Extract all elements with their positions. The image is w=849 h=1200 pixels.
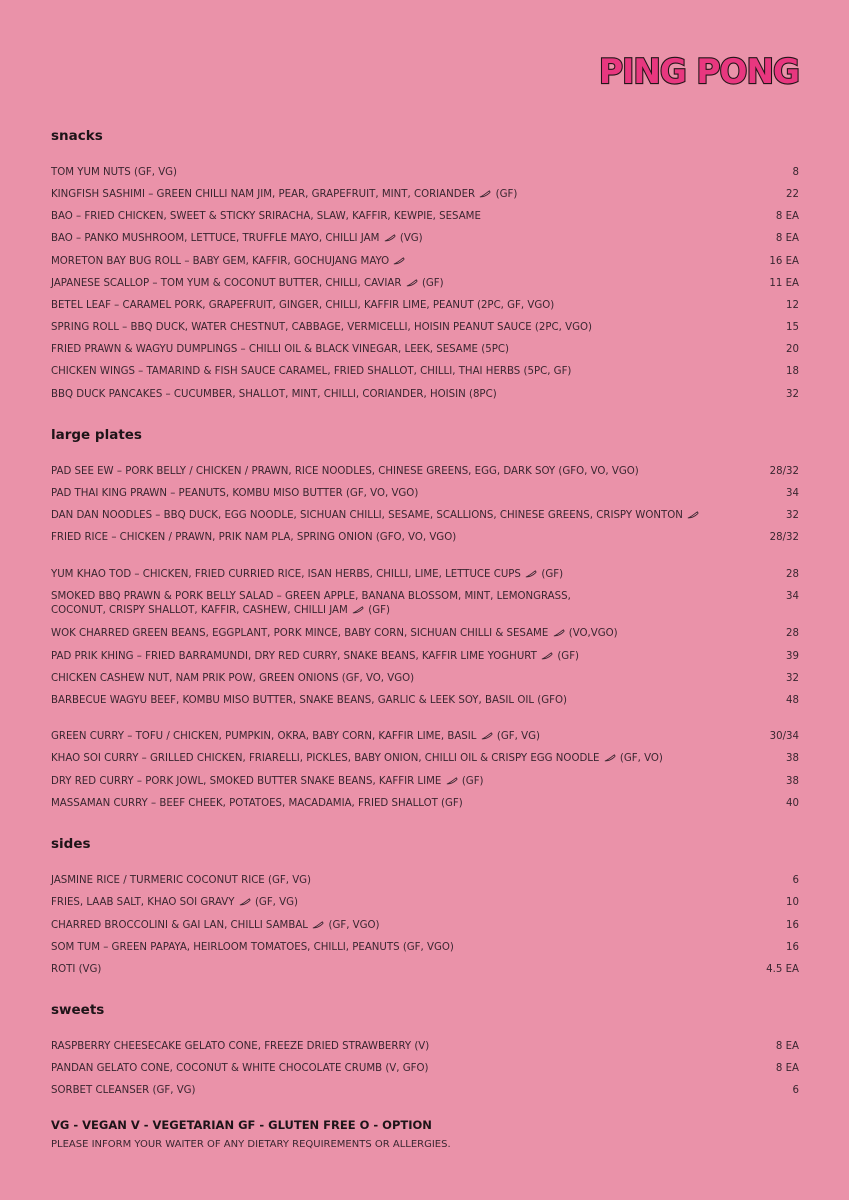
menu-item-text: RASPBERRY CHEESECAKE GELATO CONE, FREEZE DRIED STRAWBERRY (V) xyxy=(51,1041,430,1052)
chili-icon xyxy=(384,234,396,242)
menu-item-description xyxy=(51,963,101,977)
menu-item-description xyxy=(51,627,618,641)
menu-item-text: FRIES, LAAB SALT, KHAO SOI GRAVY xyxy=(51,897,235,908)
menu-item-description xyxy=(51,487,418,501)
menu-item-price: 28/32 xyxy=(769,466,799,477)
logo-text: PING PONG xyxy=(599,52,799,90)
menu-item-text: ROTI (VG) xyxy=(51,964,102,975)
menu-item-text: CHICKEN CASHEW NUT, NAM PRIK POW, GREEN ONIONS (GF, VO, VGO) xyxy=(51,673,415,684)
chili-icon xyxy=(541,652,553,660)
allergy-note: PLEASE INFORM YOUR WAITER OF ANY DIETARY REQUIREMENTS OR ALLERGIES. xyxy=(51,1139,451,1150)
menu-item-dietary: (GF, VG) xyxy=(493,731,540,742)
menu-item-price: 4.5 EA xyxy=(766,964,799,975)
menu-item-text: BARBECUE WAGYU BEEF, KOMBU MISO BUTTER, SNAKE BEANS, GARLIC & LEEK SOY, BASIL OIL (GFO) xyxy=(51,695,567,706)
menu-item-description xyxy=(51,299,554,313)
menu-item-text: MORETON BAY BUG ROLL – BABY GEM, KAFFIR, GOCHUJANG MAYO xyxy=(51,256,390,267)
menu-item-description xyxy=(51,277,444,291)
menu-item xyxy=(51,775,799,789)
menu-item-description xyxy=(51,650,579,664)
menu-item-description xyxy=(51,343,509,357)
section-title-snacks: snacks xyxy=(51,128,103,144)
menu-item-description xyxy=(51,896,298,910)
menu-item-dietary: (VO,VGO) xyxy=(565,628,618,639)
chili-icon xyxy=(393,257,405,265)
menu-item-description xyxy=(51,1084,196,1098)
menu-item-description xyxy=(51,1062,429,1076)
menu-item-price: 20 xyxy=(786,344,799,355)
menu-item-price: 11 EA xyxy=(769,278,799,289)
menu-item-price: 16 xyxy=(786,942,799,953)
menu-item-dietary: (GF) xyxy=(418,278,444,289)
menu-item-description xyxy=(51,797,463,811)
menu-item-price: 16 xyxy=(786,920,799,931)
menu-item-price: 28 xyxy=(786,628,799,639)
menu-item-price: 38 xyxy=(786,776,799,787)
menu-item-text: DAN DAN NOODLES – BBQ DUCK, EGG NOODLE, SICHUAN CHILLI, SESAME, SCALLIONS, CHINESE GREENS, CRISPY WONTON xyxy=(51,510,683,521)
menu-item xyxy=(51,919,799,933)
menu-item-text-line2: COCONUT, CRISPY SHALLOT, KAFFIR, CASHEW, CHILLI JAM xyxy=(51,605,348,616)
menu-item-text: SMOKED BBQ PRAWN & PORK BELLY SALAD – GREEN APPLE, BANANA BLOSSOM, MINT, LEMONGRASS, xyxy=(51,591,571,602)
menu-item-text: WOK CHARRED GREEN BEANS, EGGPLANT, PORK MINCE, BABY CORN, SICHUAN CHILLI & SESAME xyxy=(51,628,549,639)
menu-item-price: 40 xyxy=(786,798,799,809)
menu-item xyxy=(51,730,799,744)
menu-item-text: DRY RED CURRY – PORK JOWL, SMOKED BUTTER SNAKE BEANS, KAFFIR LIME xyxy=(51,776,442,787)
menu-item-description xyxy=(51,919,380,933)
menu-item-description xyxy=(51,188,517,202)
menu-item-price: 22 xyxy=(786,189,799,200)
menu-item-price: 15 xyxy=(786,322,799,333)
menu-item-description xyxy=(51,388,497,402)
menu-item-dietary: (GF) xyxy=(492,189,518,200)
menu-item-price: 34 xyxy=(786,591,799,602)
menu-item xyxy=(51,694,799,708)
menu-item-description xyxy=(51,210,481,224)
menu-item-text: SORBET CLEANSER (GF, VG) xyxy=(51,1085,196,1096)
menu-item-description xyxy=(51,232,423,246)
menu-item-dietary: (GF) xyxy=(365,605,390,616)
menu-item xyxy=(51,166,799,180)
menu-item xyxy=(51,343,799,357)
menu-item-description xyxy=(51,465,639,479)
chili-icon xyxy=(525,570,537,578)
menu-item-price: 16 EA xyxy=(769,256,799,267)
menu-item-dietary: (GF, VGO) xyxy=(325,920,380,931)
menu-item xyxy=(51,465,799,479)
menu-item-text: KINGFISH SASHIMI – GREEN CHILLI NAM JIM, PEAR, GRAPEFRUIT, MINT, CORIANDER xyxy=(51,189,476,200)
menu-item-description xyxy=(51,255,406,269)
menu-item-text: BAO – PANKO MUSHROOM, LETTUCE, TRUFFLE MAYO, CHILLI JAM xyxy=(51,233,380,244)
menu-item-text: CHICKEN WINGS – TAMARIND & FISH SAUCE CARAMEL, FRIED SHALLOT, CHILLI, THAI HERBS (5PC, GF) xyxy=(51,366,572,377)
menu-item xyxy=(51,509,799,523)
menu-item-dietary: (GF, VO) xyxy=(616,753,663,764)
chili-icon xyxy=(481,732,493,740)
menu-item-price: 30/34 xyxy=(769,731,799,742)
menu-item-description xyxy=(51,590,571,618)
menu-item-price: 32 xyxy=(786,389,799,400)
menu-item-text: MASSAMAN CURRY – BEEF CHEEK, POTATOES, MACADAMIA, FRIED SHALLOT (GF) xyxy=(51,798,463,809)
menu-item xyxy=(51,590,799,618)
section-title-large-plates: large plates xyxy=(51,427,142,443)
menu-item-price: 18 xyxy=(786,366,799,377)
menu-item xyxy=(51,188,799,202)
menu-item xyxy=(51,487,799,501)
menu-item-text: BAO – FRIED CHICKEN, SWEET & STICKY SRIRACHA, SLAW, KAFFIR, KEWPIE, SESAME xyxy=(51,211,481,222)
chili-icon xyxy=(312,921,324,929)
menu-item-description xyxy=(51,321,592,335)
menu-item-text: BBQ DUCK PANCAKES – CUCUMBER, SHALLOT, MINT, CHILLI, CORIANDER, HOISIN (8PC) xyxy=(51,389,497,400)
menu-item xyxy=(51,963,799,977)
menu-item-price: 12 xyxy=(786,300,799,311)
menu-item-description xyxy=(51,694,567,708)
menu-item xyxy=(51,277,799,291)
menu-item-price: 8 EA xyxy=(775,233,799,244)
menu-item-dietary: (GF) xyxy=(458,776,484,787)
menu-item-price: 48 xyxy=(786,695,799,706)
menu-item xyxy=(51,752,799,766)
menu-item-dietary: (VG) xyxy=(396,233,423,244)
menu-item-price: 34 xyxy=(786,488,799,499)
menu-item-text: SPRING ROLL – BBQ DUCK, WATER CHESTNUT, CABBAGE, VERMICELLI, HOISIN PEANUT SAUCE (2PC, VGO) xyxy=(51,322,592,333)
menu-item-text: PAD PRIK KHING – FRIED BARRAMUNDI, DRY RED CURRY, SNAKE BEANS, KAFFIR LIME YOGHURT xyxy=(51,651,537,662)
menu-item-price: 28 xyxy=(786,569,799,580)
ping-pong-logo xyxy=(598,50,800,90)
menu-item xyxy=(51,365,799,379)
menu-item xyxy=(51,1084,799,1098)
menu-item-price: 8 EA xyxy=(775,1063,799,1074)
menu-item xyxy=(51,299,799,313)
menu-item-price: 6 xyxy=(792,875,799,886)
chili-icon xyxy=(239,898,251,906)
section-title-sides: sides xyxy=(51,836,91,852)
menu-item-text: FRIED RICE – CHICKEN / PRAWN, PRIK NAM PLA, SPRING ONION (GFO, VO, VGO) xyxy=(51,532,457,543)
menu-item xyxy=(51,941,799,955)
menu-item-description xyxy=(51,752,663,766)
chili-icon xyxy=(604,754,616,762)
menu-item xyxy=(51,568,799,582)
menu-item xyxy=(51,1062,799,1076)
chili-icon xyxy=(479,190,491,198)
menu-item xyxy=(51,896,799,910)
menu-item-dietary: (GF) xyxy=(554,651,580,662)
menu-item-description xyxy=(51,531,456,545)
menu-item-text: FRIED PRAWN & WAGYU DUMPLINGS – CHILLI OIL & BLACK VINEGAR, LEEK, SESAME (5PC) xyxy=(51,344,509,355)
menu-item-dietary: (GF, VG) xyxy=(251,897,299,908)
menu-item-price: 8 EA xyxy=(775,211,799,222)
chili-icon xyxy=(553,629,565,637)
menu-item-description xyxy=(51,509,700,523)
menu-item-price: 6 xyxy=(792,1085,799,1096)
menu-item-text: PAD SEE EW – PORK BELLY / CHICKEN / PRAWN, RICE NOODLES, CHINESE GREENS, EGG, DARK SOY (GFO, VO, VGO) xyxy=(51,466,639,477)
menu-item-text: JASMINE RICE / TURMERIC COCONUT RICE (GF, VG) xyxy=(51,875,312,886)
chili-icon xyxy=(352,606,364,614)
menu-item-price: 38 xyxy=(786,753,799,764)
menu-item-text: JAPANESE SCALLOP – TOM YUM & COCONUT BUTTER, CHILLI, CAVIAR xyxy=(51,278,402,289)
menu-item-price: 28/32 xyxy=(769,532,799,543)
menu-item-description xyxy=(51,166,177,180)
menu-item-text: CHARRED BROCCOLINI & GAI LAN, CHILLI SAMBAL xyxy=(51,920,308,931)
menu-item xyxy=(51,232,799,246)
menu-item-description xyxy=(51,775,484,789)
dietary-legend: VG - VEGAN V - VEGETARIAN GF - GLUTEN FREE O - OPTION xyxy=(51,1118,432,1132)
menu-item-price: 8 xyxy=(792,167,799,178)
menu-item xyxy=(51,672,799,686)
menu-item-price: 8 EA xyxy=(775,1041,799,1052)
menu-item-description xyxy=(51,568,563,582)
menu-item-price: 32 xyxy=(786,673,799,684)
chili-icon xyxy=(446,777,458,785)
chili-icon xyxy=(406,279,418,287)
menu-item-text: SOM TUM – GREEN PAPAYA, HEIRLOOM TOMATOES, CHILLI, PEANUTS (GF, VGO) xyxy=(51,942,454,953)
menu-item-price: 10 xyxy=(786,897,799,908)
menu-item xyxy=(51,255,799,269)
menu-item xyxy=(51,531,799,545)
chili-icon xyxy=(687,511,699,519)
menu-item xyxy=(51,210,799,224)
menu-item-description xyxy=(51,672,414,686)
menu-item xyxy=(51,650,799,664)
menu-item xyxy=(51,874,799,888)
menu-item-description xyxy=(51,730,540,744)
menu-item-text: BETEL LEAF – CARAMEL PORK, GRAPEFRUIT, GINGER, CHILLI, KAFFIR LIME, PEANUT (2PC, GF, VGO) xyxy=(51,300,555,311)
menu-item-text: PAD THAI KING PRAWN – PEANUTS, KOMBU MISO BUTTER (GF, VO, VGO) xyxy=(51,488,419,499)
menu-item-text: TOM YUM NUTS (GF, VG) xyxy=(51,167,178,178)
menu-item-dietary: (GF) xyxy=(538,569,564,580)
menu-item xyxy=(51,797,799,811)
menu-item xyxy=(51,321,799,335)
menu-item-price: 32 xyxy=(786,510,799,521)
menu-item xyxy=(51,388,799,402)
menu-item xyxy=(51,1040,799,1054)
menu-item-description xyxy=(51,1040,429,1054)
section-title-sweets: sweets xyxy=(51,1002,105,1018)
menu-item-text: GREEN CURRY – TOFU / CHICKEN, PUMPKIN, OKRA, BABY CORN, KAFFIR LIME, BASIL xyxy=(51,731,477,742)
menu-item-text: YUM KHAO TOD – CHICKEN, FRIED CURRIED RICE, ISAN HERBS, CHILLI, LIME, LETTUCE CUPS xyxy=(51,569,521,580)
menu-item-price: 39 xyxy=(786,651,799,662)
menu-item-description xyxy=(51,365,571,379)
menu-item-text: PANDAN GELATO CONE, COCONUT & WHITE CHOCOLATE CRUMB (V, GFO) xyxy=(51,1063,429,1074)
menu-item-description xyxy=(51,874,311,888)
menu-item xyxy=(51,627,799,641)
menu-item-description xyxy=(51,941,454,955)
menu-item-text: KHAO SOI CURRY – GRILLED CHICKEN, FRIARELLI, PICKLES, BABY ONION, CHILLI OIL & CRISPY EGG NOODLE xyxy=(51,753,600,764)
